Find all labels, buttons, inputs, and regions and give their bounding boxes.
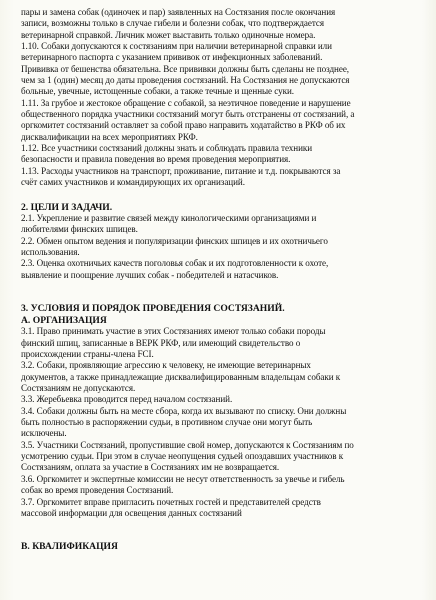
text-line: чем за 1 (один) месяц до даты проведения состязаний. На Состязания не допускаются: [21, 75, 350, 86]
text-line: ветеринарной справкой. Личник может выставить только одиночные номера.: [21, 29, 316, 40]
clause-1-13: 1.13. Расходы участников на транспорт, проживание, питание и т.д. покрываются за: [21, 165, 341, 176]
text-line: использования.: [21, 247, 80, 258]
clause-3-3: 3.3. Жеребьевка проводится перед началом состязаний.: [21, 394, 233, 405]
section-b: [21, 541, 420, 553]
clause-2-2: 2.2. Обмен опытом ведения и популяризации финских шпицев и их охотничьего: [21, 235, 328, 246]
text-line: пары и замена собак (одиночек и пар) заявленных на Состязания после окончания: [21, 7, 336, 17]
clause-2-1: 2.1. Укрепление и развитие связей между кинологическими организациями и: [21, 213, 317, 224]
clause-3-7: 3.7. Оргкомитет вправе пригласить почетных гостей и представителей средств: [21, 496, 321, 507]
clause-3-1: 3.1. Право принимать участие в этих Состязаниях имеют только собаки породы: [21, 326, 326, 337]
clause-1-11: 1.11. За грубое и жестокое обращение с собакой, за неэтичное поведение и нарушение: [21, 97, 351, 108]
section-heading: 2. ЦЕЛИ И ЗАДАЧИ.: [21, 201, 113, 213]
clause-3-5: 3.5. Участники Состязаний, пропустившие свой номер, допускаются к Состязаниям по: [21, 439, 354, 450]
section-heading: В. КВАЛИФИКАЦИЯ: [21, 541, 118, 553]
text-line: исключены.: [21, 428, 67, 439]
text-line: общественного порядка участники состязаний могут быть отстранены от состязаний, а: [21, 109, 355, 120]
clause-3-4: 3.4. Собаки должны быть на месте сбора, когда их вызывают по списку. Они должны: [21, 405, 347, 416]
clause-1-10: 1.10. Собаки допускаются к состязаниям при наличии ветеринарной справки или: [21, 41, 332, 52]
text-line: любителями финских шпицев.: [21, 224, 138, 235]
text-line: счёт самих участников и командирующих их организаций.: [21, 177, 245, 188]
text-line: документов, а также принадлежащие дисквалифицированным владельцам собаки к: [21, 371, 341, 382]
text-line: Прививка от бешенства обязательна. Все прививки должны быть сделаны не позднее,: [21, 63, 350, 74]
text-line: больные, увечные, истощенные собаки, а также течные и щенные суки.: [21, 86, 294, 97]
text-line: Состязаниям, оплата за участие в Состязаниях им не возвращается.: [21, 462, 280, 473]
text-line: массовой информации для освещения данных состязаний: [21, 507, 242, 518]
text-line: оргкомитет состязаний оставляет за собой право направить ходатайство в РКФ об их: [21, 120, 346, 131]
text-line: ветеринарного паспорта с указанием прививок от инфекционных заболеваний.: [21, 52, 323, 63]
section-heading: 3. УСЛОВИЯ И ПОРЯДОК ПРОВЕДЕНИЯ СОСТЯЗАНИЙ.: [21, 303, 285, 315]
text-line: финский шпиц, записанные в ВЕРК РКФ, или имеющий свидетельство о: [21, 337, 301, 348]
text-line: собак во время проведения Состязаний.: [21, 485, 174, 496]
text-line: дисквалификации на всех мероприятиях РКФ.: [21, 131, 198, 142]
clause-1-12: 1.12. Все участники состязаний должны знать и соблюдать правила техники: [21, 143, 313, 154]
section-3: [21, 303, 420, 519]
text-line: выявление и поощрение лучших собак - победителей и натасчиков.: [21, 269, 279, 280]
text-line: усмотрению судьи. При этом в случае неопущения судьей опоздавших участников к: [21, 451, 344, 462]
clause-3-6: 3.6. Оргкомитет и экспертные комиссии не несут ответственность за увечье и гибель: [21, 473, 345, 484]
text-line: происхождении страны-члена FCI.: [21, 349, 154, 360]
subsection-heading: А. ОРГАНИЗАЦИЯ: [21, 314, 107, 326]
text-line: Состязаниям не допускаются.: [21, 383, 136, 394]
clause-3-2: 3.2. Собаки, проявляющие агрессию к человеку, не имеющие ветеринарных: [21, 360, 311, 371]
text-line: быть полностью в распоряжении судьи, в противном случае они могут быть: [21, 417, 313, 428]
section-1-continuation: [21, 7, 420, 189]
section-2: [21, 202, 420, 282]
text-line: безопасности и правила поведения во время проведения мероприятия.: [21, 154, 291, 165]
text-line: записи, возможны только в случае гибели и болезни собак, что подтверждается: [21, 18, 325, 29]
clause-2-3: 2.3. Оценка охотничьих качеств поголовья собак и их подготовленности к охоте,: [21, 258, 329, 269]
